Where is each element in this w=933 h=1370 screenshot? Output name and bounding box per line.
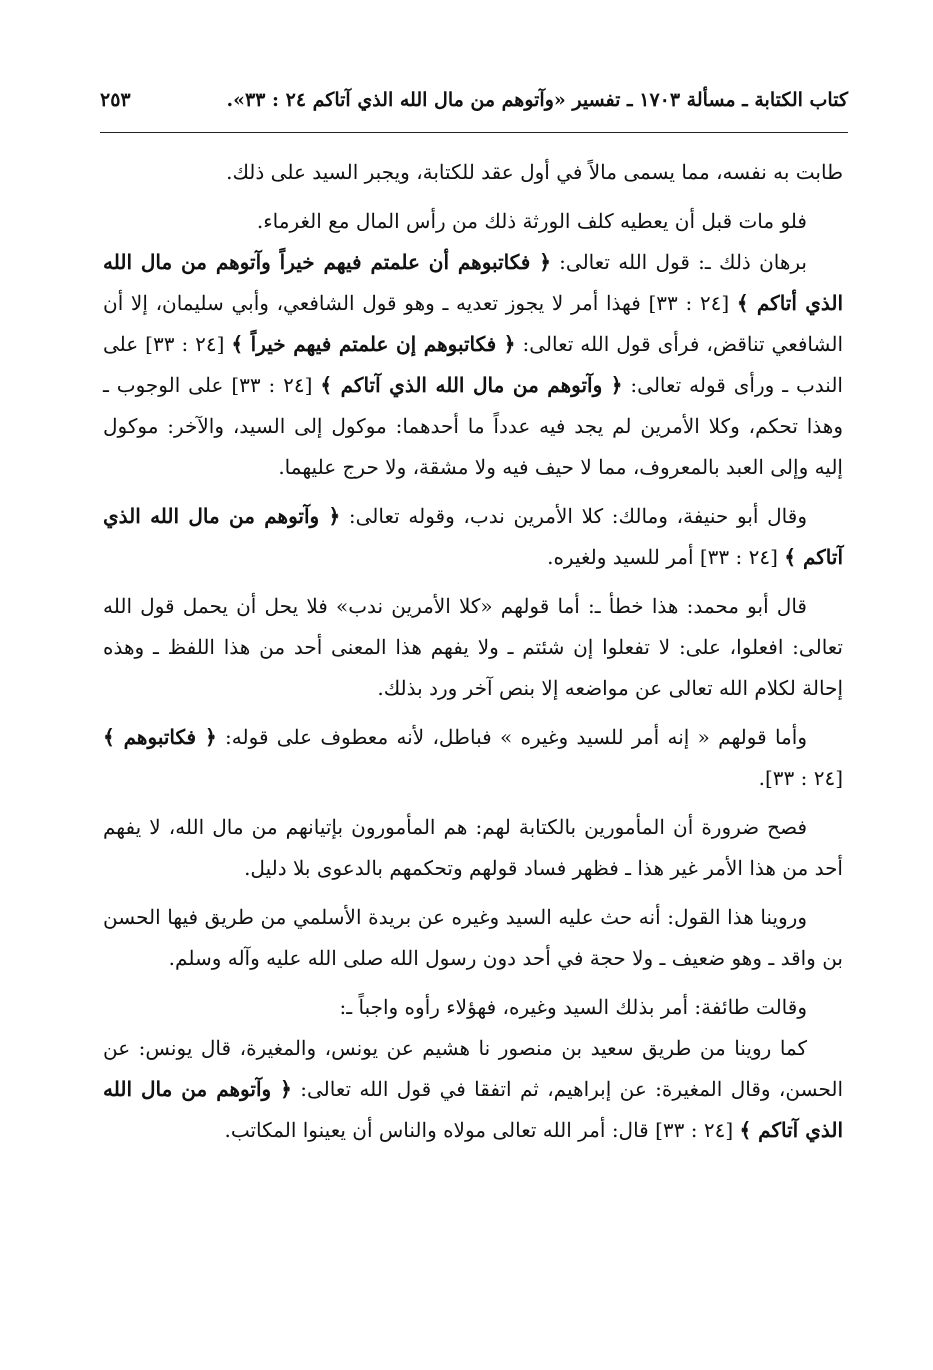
text-segment: [٢٤ : ٣٣] على الندب ـ ورأى قوله تعالى: (103, 332, 843, 397)
quran-verse: ﴿ فكاتبوهم ﴾ (103, 725, 217, 749)
quran-verse: ﴿ فكاتبوهم أن علمتم فيهم خيراً وآتوهم من مال الله الذي أتاكم ﴾ (103, 250, 844, 315)
paragraph (103, 201, 843, 242)
text-segment: طابت به نفسه، مما يسمى مالاً في أول عقد للكتابة، ويجبر السيد على ذلك. (226, 160, 843, 184)
text-segment: قال أبو محمد: هذا خطأ ـ: أما قولهم «كلا الأمرين ندب» فلا يحل أن يحمل قول الله تعالى: افعلوا، على: لا تفعلوا إن شئتم ـ ولا يفهم هذا المعنى أحد من هذا اللفظ ـ وهذه إحالة لكلام الله تعالى عن مواضعه إلا بنص آخر ورد بذلك. (103, 594, 843, 700)
text-segment: برهان ذلك ـ: قول الله تعالى: (550, 250, 807, 274)
text-segment: وروينا هذا القول: أنه حث عليه السيد وغيره عن بريدة الأسلمي من طريق فيها الحسن بن واقد ـ وهو ضعيف ـ ولا حجة في أحد دون رسول الله صلى الله عليه وآله وسلم. (103, 905, 843, 970)
text-segment: [٢٤ : ٣٣] على الوجوب ـ وهذا تحكم، وكلا الأمرين لم يجد فيه عدداً ما أحدهما: موكول إلى السيد، والآخر: موكول إليه وإلى العبد بالمعروف، مما لا حيف فيه ولا مشقة، ولا حرج عليهما. (103, 373, 843, 479)
text-segment: [٢٤ : ٣٣] أمر للسيد ولغيره. (547, 545, 785, 569)
header-divider (100, 132, 848, 133)
paragraph (103, 897, 843, 979)
paragraph (103, 242, 843, 488)
text-segment: وقالت طائفة: أمر بذلك السيد وغيره، فهؤلاء رأوه واجباً ـ: (339, 995, 807, 1019)
text-segment: وقال أبو حنيفة، ومالك: كلا الأمرين ندب، وقوله تعالى: (340, 504, 807, 528)
body-text (103, 152, 843, 1159)
running-header (100, 80, 848, 120)
paragraph (103, 717, 843, 799)
paragraph (103, 1028, 843, 1151)
text-segment: [٢٤ : ٣٣] فهذا أمر لا يجوز تعديه ـ وهو قول الشافعي، وأبي سليمان، إلا أن الشافعي تناقض، فرأى قول الله تعالى: (103, 291, 843, 356)
paragraph (103, 987, 843, 1028)
text-segment: فلو مات قبل أن يعطيه كلف الورثة ذلك من رأس المال مع الغرماء. (256, 209, 807, 233)
page-number: ٢٥٣ (100, 89, 131, 111)
text-segment: وأما قولهم « إنه أمر للسيد وغيره » فباطل، لأنه معطوف على قوله: (216, 725, 807, 749)
paragraph (103, 152, 843, 193)
paragraph (103, 586, 843, 709)
paragraph (103, 496, 843, 578)
text-segment: [٢٤ : ٣٣]. (758, 766, 843, 790)
paragraph (103, 807, 843, 889)
quran-verse: ﴿ وآتوهم من مال الله الذي آتاكم ﴾ (320, 373, 623, 397)
text-segment: [٢٤ : ٣٣] قال: أمر الله تعالى مولاه والناس أن يعينوا المكاتب. (224, 1118, 740, 1142)
quran-verse: ﴿ فكاتبوهم إن علمتم فيهم خيراً ﴾ (231, 332, 516, 356)
text-segment: فصح ضرورة أن المأمورين بالكتابة لهم: هم المأمورون بإتيانهم من مال الله، لا يفهم أحد من هذا الأمر غير هذا ـ فظهر فساد قولهم وتحكمهم بالدعوى بلا دليل. (103, 815, 843, 880)
header-title: كتاب الكتابة ـ مسألة ١٧٠٣ ـ تفسير «وآتوهم من مال الله الذي آتاكم ٢٤ : ٣٣». (226, 89, 848, 111)
quran-verse: ﴿ وآتوهم من مال الله الذي آتاكم ﴾ (103, 504, 843, 569)
quran-verse: ﴿ وآتوهم من مال الله الذي آتاكم ﴾ (103, 1077, 843, 1142)
text-segment: كما روينا من طريق سعيد بن منصور نا هشيم عن يونس، والمغيرة، قال يونس: عن الحسن، وقال المغيرة: عن إبراهيم، ثم اتفقا في قول الله تعالى: (103, 1036, 843, 1101)
